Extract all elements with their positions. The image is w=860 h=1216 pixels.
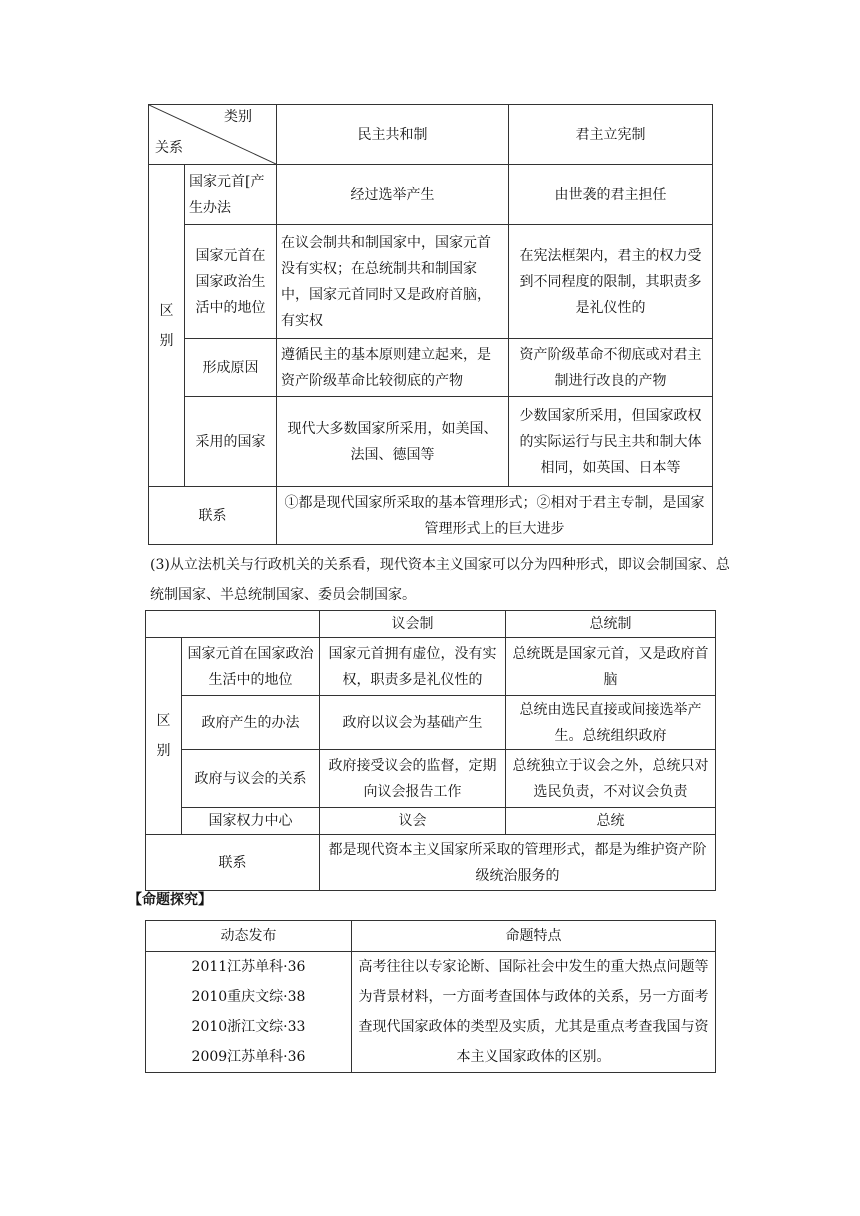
row-header: 国家元首在国家政治生活中的地位 xyxy=(185,225,277,339)
table-cell: 总统独立于议会之外，总统只对选民负责，不对议会负责 xyxy=(506,750,716,808)
table-cell: 总统既是国家元首，又是政府首脑 xyxy=(506,638,716,696)
feature-text: 高考往往以专家论断、国际社会中发生的重大热点问题等为背景材料，一方面考查国体与政体的关系，另一方面考查现代国家政体的类型及实质，尤其是重点考查我国与资本主义国家政体的区别。 xyxy=(352,952,716,1073)
column-header-parliamentary: 议会制 xyxy=(320,611,506,638)
corner-top-label: 类别 xyxy=(224,109,252,125)
row-header: 国家元首[产生办法 xyxy=(185,165,277,225)
row-header: 形成原因 xyxy=(185,339,277,397)
link-label: 联系 xyxy=(146,835,320,891)
table-cell: 少数国家所采用，但国家政权的实际运行与民主共和制大体相同，如英国、日本等 xyxy=(509,397,713,487)
row-header: 政府与议会的关系 xyxy=(182,750,320,808)
corner-bottom-label: 关系 xyxy=(155,140,183,156)
table-cell: 在议会制共和制国家中，国家元首没有实权；在总统制共和制国家中，国家元首同时又是政府首脑，有实权 xyxy=(277,225,509,339)
table-cell: 现代大多数国家所采用，如美国、法国、德国等 xyxy=(277,397,509,487)
group-label-difference: 区 别 xyxy=(149,165,185,487)
comparison-table-parliamentary-presidential xyxy=(145,610,716,891)
table-cell: 遵循民主的基本原则建立起来，是资产阶级革命比较彻底的产物 xyxy=(277,339,509,397)
empty-header-cell xyxy=(146,611,320,638)
list-item: 2009江苏单科·36 xyxy=(191,1049,306,1065)
table-cell: 在宪法框架内，君主的权力受到不同程度的限制，其职责多是礼仪性的 xyxy=(509,225,713,339)
column-header-feature: 命题特点 xyxy=(352,921,716,952)
table-cell: 政府接受议会的监督，定期向议会报告工作 xyxy=(320,750,506,808)
list-item: 2010重庆文综·38 xyxy=(191,989,306,1005)
corner-header-cell xyxy=(149,105,277,165)
table-cell: 总统 xyxy=(506,808,716,835)
table-cell: 总统由选民直接或间接选举产生。总统组织政府 xyxy=(506,696,716,750)
link-text: 都是现代资本主义国家所采取的管理形式，都是为维护资产阶级统治服务的 xyxy=(320,835,716,891)
row-header: 国家权力中心 xyxy=(182,808,320,835)
row-header: 国家元首在国家政治生活中的地位 xyxy=(182,638,320,696)
column-header-presidential: 总统制 xyxy=(506,611,716,638)
section-label: 【命题探究】 xyxy=(128,892,212,908)
table-cell: 经过选举产生 xyxy=(277,165,509,225)
column-header-release: 动态发布 xyxy=(146,921,352,952)
body-paragraph: (3)从立法机关与行政机关的关系看，现代资本主义国家可以分为四种形式，即议会制国家、总统制国家、半总统制国家、委员会制国家。 xyxy=(150,557,730,603)
group-label-difference: 区 别 xyxy=(146,638,182,835)
release-list xyxy=(146,952,352,1073)
link-label: 联系 xyxy=(149,487,277,545)
table-cell: 由世袭的君主担任 xyxy=(509,165,713,225)
list-item: 2010浙江文综·33 xyxy=(191,1019,306,1035)
table-cell: 国家元首拥有虚位，没有实权，职责多是礼仪性的 xyxy=(320,638,506,696)
column-header-monarchy: 君主立宪制 xyxy=(509,105,713,165)
table-cell: 政府以议会为基础产生 xyxy=(320,696,506,750)
table-cell: 资产阶级革命不彻底或对君主制进行改良的产物 xyxy=(509,339,713,397)
proposition-table xyxy=(145,920,716,1073)
column-header-republic: 民主共和制 xyxy=(277,105,509,165)
link-text: ①都是现代国家所采取的基本管理形式；②相对于君主专制，是国家管理形式上的巨大进步 xyxy=(277,487,713,545)
row-header: 政府产生的办法 xyxy=(182,696,320,750)
table-cell: 议会 xyxy=(320,808,506,835)
comparison-table-republic-monarchy xyxy=(148,104,713,545)
row-header: 采用的国家 xyxy=(185,397,277,487)
list-item: 2011江苏单科·36 xyxy=(191,959,306,975)
